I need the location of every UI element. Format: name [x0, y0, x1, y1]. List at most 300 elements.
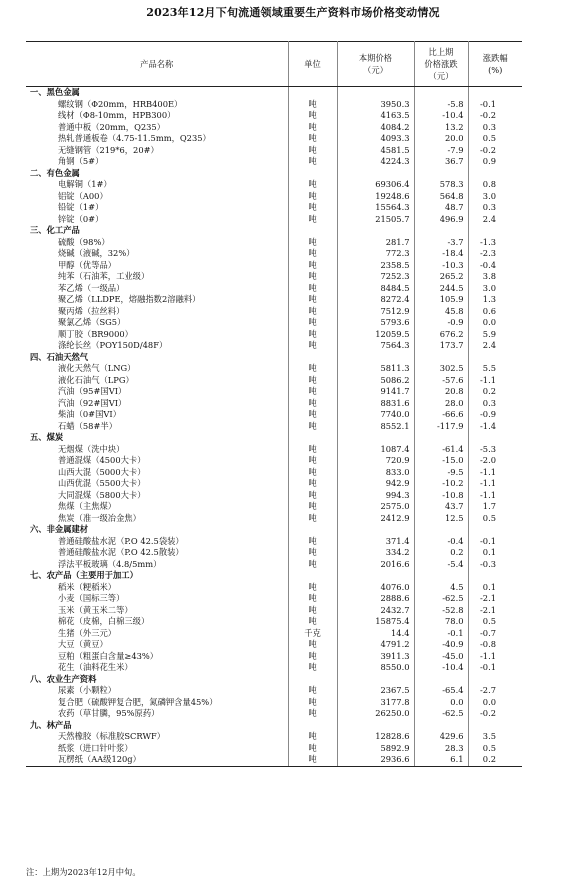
- product-name: 苯乙烯（一级品）: [58, 282, 125, 293]
- product-name: 甲醇（优等品）: [58, 259, 117, 270]
- pct-cell: -0.2: [468, 708, 522, 720]
- price-cell: 334.2: [337, 547, 414, 559]
- section-row: [26, 720, 522, 732]
- price-cell: 4076.0: [337, 582, 414, 594]
- unit-cell: 吨: [288, 214, 337, 226]
- table-row: [26, 421, 522, 433]
- table-row: [26, 271, 522, 283]
- price-cell: 2936.6: [337, 754, 414, 766]
- pct-cell: -0.1: [468, 536, 522, 548]
- change-cell: 564.8: [414, 191, 468, 203]
- price-cell: 4084.2: [337, 122, 414, 134]
- price-cell: 12059.5: [337, 329, 414, 341]
- product-name: 豆粕（粗蛋白含量≥43%）: [58, 650, 159, 661]
- change-cell: 28.0: [414, 398, 468, 410]
- empty-cell: [288, 720, 337, 732]
- pct-cell: -0.3: [468, 559, 522, 571]
- unit-cell: 吨: [288, 145, 337, 157]
- unit-cell: 吨: [288, 340, 337, 352]
- product-name: 普通硅酸盐水泥（P.O 42.5袋装）: [58, 535, 184, 546]
- product-name: 铝锭（A00）: [58, 190, 108, 201]
- product-name: 锌锭（0#）: [58, 213, 104, 224]
- product-name: 尿素（小颗粒）: [58, 685, 117, 696]
- section-title: 五、煤炭: [30, 432, 64, 443]
- header-price: [337, 42, 414, 87]
- unit-cell: 吨: [288, 708, 337, 720]
- pct-cell: -2.1: [468, 593, 522, 605]
- table-header: [26, 42, 522, 87]
- price-cell: 3950.3: [337, 99, 414, 111]
- price-cell: 281.7: [337, 237, 414, 249]
- empty-cell: [337, 674, 414, 686]
- empty-cell: [288, 87, 337, 99]
- price-cell: 8550.0: [337, 662, 414, 674]
- table-row: [26, 191, 522, 203]
- change-cell: 28.3: [414, 743, 468, 755]
- table-row: [26, 536, 522, 548]
- price-cell: 994.3: [337, 490, 414, 502]
- table-row: [26, 179, 522, 191]
- product-name: 普通中板（20mm，Q235）: [58, 121, 166, 132]
- empty-cell: [414, 225, 468, 237]
- empty-cell: [288, 168, 337, 180]
- unit-cell: 吨: [288, 329, 337, 341]
- unit-cell: 吨: [288, 306, 337, 318]
- table-row: [26, 110, 522, 122]
- table-row: [26, 409, 522, 421]
- change-cell: -3.7: [414, 237, 468, 249]
- price-cell: 1087.4: [337, 444, 414, 456]
- empty-cell: [288, 432, 337, 444]
- header-change-line2: 价格涨跌: [424, 59, 458, 69]
- pct-cell: -1.1: [468, 478, 522, 490]
- empty-cell: [468, 720, 522, 732]
- section-row: [26, 432, 522, 444]
- change-cell: 0.2: [414, 547, 468, 559]
- table-row: [26, 513, 522, 525]
- change-cell: 0.0: [414, 697, 468, 709]
- unit-cell: 吨: [288, 271, 337, 283]
- change-cell: -5.8: [414, 99, 468, 111]
- change-cell: -0.9: [414, 317, 468, 329]
- section-title: 二、有色金属: [30, 167, 80, 178]
- table-row: [26, 122, 522, 134]
- pct-cell: 1.7: [468, 501, 522, 513]
- product-name: 角钢（5#）: [58, 156, 104, 167]
- section-row: [26, 168, 522, 180]
- pct-cell: 0.2: [468, 754, 522, 766]
- product-name: 焦煤（主焦煤）: [58, 501, 117, 512]
- empty-cell: [414, 168, 468, 180]
- change-cell: -15.0: [414, 455, 468, 467]
- pct-cell: -0.2: [468, 145, 522, 157]
- table-row: [26, 386, 522, 398]
- price-cell: 371.4: [337, 536, 414, 548]
- table-row: [26, 743, 522, 755]
- pct-cell: 5.5: [468, 363, 522, 375]
- pct-cell: 3.0: [468, 283, 522, 295]
- unit-cell: 吨: [288, 421, 337, 433]
- empty-cell: [468, 524, 522, 536]
- table-row: [26, 731, 522, 743]
- pct-cell: 3.5: [468, 731, 522, 743]
- unit-cell: 吨: [288, 283, 337, 295]
- pct-cell: 0.3: [468, 202, 522, 214]
- product-name: 汽油（95#国VI）: [58, 386, 127, 397]
- product-name: 大豆（黄豆）: [58, 639, 108, 650]
- empty-cell: [337, 87, 414, 99]
- table-row: [26, 754, 522, 766]
- price-cell: 2432.7: [337, 605, 414, 617]
- table-body: [26, 87, 522, 767]
- pct-cell: -0.4: [468, 260, 522, 272]
- unit-cell: 吨: [288, 501, 337, 513]
- header-change-line3: （元）: [428, 71, 454, 81]
- table-row: [26, 628, 522, 640]
- price-cell: 8484.5: [337, 283, 414, 295]
- empty-cell: [468, 432, 522, 444]
- price-cell: 21505.7: [337, 214, 414, 226]
- table-row: [26, 145, 522, 157]
- table-row: [26, 559, 522, 571]
- table-row: [26, 490, 522, 502]
- pct-cell: 0.3: [468, 122, 522, 134]
- section-title: 六、非金属建材: [30, 524, 89, 535]
- table-row: [26, 685, 522, 697]
- unit-cell: 吨: [288, 743, 337, 755]
- change-cell: -10.4: [414, 662, 468, 674]
- product-name: 棉花（皮棉，白棉三级）: [58, 616, 150, 627]
- table-row: [26, 340, 522, 352]
- table-row: [26, 639, 522, 651]
- pct-cell: -1.3: [468, 237, 522, 249]
- product-name: 复合肥（硫酸钾复合肥，氮磷钾含量45%）: [58, 696, 218, 707]
- product-name: 农药（草甘膦，95%原药）: [58, 708, 160, 719]
- pct-cell: -0.9: [468, 409, 522, 421]
- header-price-line2: （元）: [363, 65, 388, 75]
- product-name: 聚氯乙烯（SG5）: [58, 317, 126, 328]
- empty-cell: [288, 352, 337, 364]
- price-cell: 3911.3: [337, 651, 414, 663]
- product-name: 石蜡（58#半）: [58, 420, 117, 431]
- price-cell: 2358.5: [337, 260, 414, 272]
- pct-cell: 5.9: [468, 329, 522, 341]
- unit-cell: 吨: [288, 467, 337, 479]
- empty-cell: [468, 570, 522, 582]
- pct-cell: -2.3: [468, 248, 522, 260]
- change-cell: 578.3: [414, 179, 468, 191]
- price-cell: 7740.0: [337, 409, 414, 421]
- change-cell: 20.0: [414, 133, 468, 145]
- change-cell: 302.5: [414, 363, 468, 375]
- unit-cell: 吨: [288, 513, 337, 525]
- price-cell: 19248.6: [337, 191, 414, 203]
- price-cell: 5811.3: [337, 363, 414, 375]
- pct-cell: 3.8: [468, 271, 522, 283]
- unit-cell: 吨: [288, 593, 337, 605]
- table-row: [26, 651, 522, 663]
- price-cell: 2888.6: [337, 593, 414, 605]
- product-name: 聚乙烯（LLDPE，熔融指数2溶融料）: [58, 294, 201, 305]
- unit-cell: 吨: [288, 110, 337, 122]
- section-row: [26, 225, 522, 237]
- table-row: [26, 375, 522, 387]
- product-name: 小麦（国标三等）: [58, 593, 125, 604]
- pct-cell: -5.3: [468, 444, 522, 456]
- table-row: [26, 478, 522, 490]
- product-name: 无缝钢管（219*6，20#）: [58, 144, 159, 155]
- product-name: 柴油（0#国VI）: [58, 409, 121, 420]
- unit-cell: 吨: [288, 547, 337, 559]
- table-row: [26, 202, 522, 214]
- pct-cell: -0.2: [468, 110, 522, 122]
- pct-cell: 0.2: [468, 386, 522, 398]
- unit-cell: 吨: [288, 731, 337, 743]
- price-cell: 15564.3: [337, 202, 414, 214]
- price-cell: 720.9: [337, 455, 414, 467]
- header-unit: 单位: [288, 42, 337, 87]
- unit-cell: 吨: [288, 639, 337, 651]
- pct-cell: 3.0: [468, 191, 522, 203]
- pct-cell: -2.7: [468, 685, 522, 697]
- price-cell: 4224.3: [337, 156, 414, 168]
- pct-cell: 0.6: [468, 306, 522, 318]
- change-cell: -52.8: [414, 605, 468, 617]
- price-cell: 833.0: [337, 467, 414, 479]
- unit-cell: 吨: [288, 156, 337, 168]
- price-cell: 5086.2: [337, 375, 414, 387]
- change-cell: 36.7: [414, 156, 468, 168]
- product-name: 烧碱（液碱，32%）: [58, 248, 135, 259]
- unit-cell: 吨: [288, 248, 337, 260]
- unit-cell: 吨: [288, 294, 337, 306]
- section-row: [26, 87, 522, 99]
- unit-cell: 千克: [288, 628, 337, 640]
- pct-cell: -0.7: [468, 628, 522, 640]
- unit-cell: 吨: [288, 455, 337, 467]
- pct-cell: 0.8: [468, 179, 522, 191]
- table-row: [26, 248, 522, 260]
- unit-cell: 吨: [288, 363, 337, 375]
- table-row: [26, 99, 522, 111]
- pct-cell: 0.5: [468, 513, 522, 525]
- unit-cell: 吨: [288, 386, 337, 398]
- table-row: [26, 306, 522, 318]
- table-row: [26, 283, 522, 295]
- change-cell: 13.2: [414, 122, 468, 134]
- empty-cell: [414, 432, 468, 444]
- unit-cell: 吨: [288, 191, 337, 203]
- change-cell: -65.4: [414, 685, 468, 697]
- price-cell: 14.4: [337, 628, 414, 640]
- empty-cell: [288, 570, 337, 582]
- table-row: [26, 156, 522, 168]
- change-cell: -40.9: [414, 639, 468, 651]
- unit-cell: 吨: [288, 754, 337, 766]
- change-cell: -10.4: [414, 110, 468, 122]
- table-row: [26, 329, 522, 341]
- page-title: 2023年12月下旬流通领域重要生产资料市场价格变动情况: [146, 6, 440, 19]
- price-cell: 2367.5: [337, 685, 414, 697]
- pct-cell: 0.9: [468, 156, 522, 168]
- unit-cell: 吨: [288, 99, 337, 111]
- section-row: [26, 352, 522, 364]
- change-cell: 244.5: [414, 283, 468, 295]
- change-cell: 78.0: [414, 616, 468, 628]
- unit-cell: 吨: [288, 409, 337, 421]
- change-cell: -0.1: [414, 628, 468, 640]
- price-cell: 9141.7: [337, 386, 414, 398]
- price-cell: 7564.3: [337, 340, 414, 352]
- table-row: [26, 133, 522, 145]
- table-row: [26, 616, 522, 628]
- table-row: [26, 605, 522, 617]
- change-cell: 265.2: [414, 271, 468, 283]
- change-cell: 676.2: [414, 329, 468, 341]
- change-cell: -61.4: [414, 444, 468, 456]
- change-cell: -62.5: [414, 593, 468, 605]
- empty-cell: [414, 674, 468, 686]
- empty-cell: [337, 225, 414, 237]
- product-name: 山西优混（5500大卡）: [58, 478, 146, 489]
- product-name: 电解铜（1#）: [58, 179, 112, 190]
- change-cell: -10.8: [414, 490, 468, 502]
- product-name: 铅锭（1#）: [58, 202, 104, 213]
- section-title: 九、林产品: [30, 719, 72, 730]
- change-cell: 12.5: [414, 513, 468, 525]
- price-cell: 3177.8: [337, 697, 414, 709]
- table-row: [26, 708, 522, 720]
- price-cell: 69306.4: [337, 179, 414, 191]
- price-cell: 7252.3: [337, 271, 414, 283]
- empty-cell: [468, 225, 522, 237]
- price-cell: 2016.6: [337, 559, 414, 571]
- change-cell: -18.4: [414, 248, 468, 260]
- change-cell: -66.6: [414, 409, 468, 421]
- empty-cell: [337, 720, 414, 732]
- pct-cell: -0.1: [468, 99, 522, 111]
- price-cell: 8272.4: [337, 294, 414, 306]
- price-cell: 942.9: [337, 478, 414, 490]
- product-name: 线材（Φ8-10mm，HPB300）: [58, 110, 176, 121]
- product-name: 纯苯（石油苯，工业级）: [58, 271, 150, 282]
- product-name: 硫酸（98%）: [58, 236, 110, 247]
- product-name: 涤纶长丝（POY150D/48F）: [58, 340, 168, 351]
- price-cell: 8831.6: [337, 398, 414, 410]
- unit-cell: 吨: [288, 478, 337, 490]
- header-pct: [468, 42, 522, 87]
- table-row: [26, 317, 522, 329]
- change-cell: 4.5: [414, 582, 468, 594]
- product-name: 天然橡胶（标准胶SCRWF）: [58, 731, 166, 742]
- pct-cell: 0.5: [468, 133, 522, 145]
- product-name: 山西大混（5000大卡）: [58, 466, 146, 477]
- pct-cell: 1.3: [468, 294, 522, 306]
- unit-cell: 吨: [288, 133, 337, 145]
- empty-cell: [337, 352, 414, 364]
- table-row: [26, 237, 522, 249]
- product-name: 焦炭（准一级冶金焦）: [58, 512, 141, 523]
- table-row: [26, 294, 522, 306]
- change-cell: 496.9: [414, 214, 468, 226]
- pct-cell: 2.4: [468, 340, 522, 352]
- unit-cell: 吨: [288, 697, 337, 709]
- product-name: 汽油（92#国VI）: [58, 397, 127, 408]
- product-name: 无烟煤（洗中块）: [58, 443, 125, 454]
- unit-cell: 吨: [288, 122, 337, 134]
- product-name: 瓦楞纸（AA级120g）: [26, 754, 288, 766]
- price-cell: 4581.5: [337, 145, 414, 157]
- product-name: 液化石油气（LPG）: [58, 374, 134, 385]
- unit-cell: 吨: [288, 616, 337, 628]
- header-pct-line1: 涨跌幅: [482, 53, 508, 63]
- header-price-line1: 本期价格: [358, 53, 393, 63]
- unit-cell: 吨: [288, 685, 337, 697]
- table-row: [26, 260, 522, 272]
- section-row: [26, 570, 522, 582]
- product-name: 普通混煤（4500大卡）: [58, 455, 146, 466]
- product-name: 浮法平板玻璃（4.8/5mm）: [58, 558, 162, 569]
- pct-cell: -0.1: [468, 662, 522, 674]
- table-row: [26, 363, 522, 375]
- change-cell: -5.4: [414, 559, 468, 571]
- product-name: 稻米（粳稻米）: [58, 581, 117, 592]
- empty-cell: [288, 225, 337, 237]
- change-cell: -10.3: [414, 260, 468, 272]
- table-row: [26, 582, 522, 594]
- price-cell: 15875.4: [337, 616, 414, 628]
- price-cell: 2412.9: [337, 513, 414, 525]
- change-cell: 6.1: [414, 754, 468, 766]
- product-name: 大同混煤（5800大卡）: [58, 489, 146, 500]
- empty-cell: [414, 352, 468, 364]
- change-cell: -57.6: [414, 375, 468, 387]
- pct-cell: 0.0: [468, 317, 522, 329]
- change-cell: 173.7: [414, 340, 468, 352]
- price-cell: 4163.5: [337, 110, 414, 122]
- price-cell: 4093.3: [337, 133, 414, 145]
- change-cell: -9.5: [414, 467, 468, 479]
- change-cell: -117.9: [414, 421, 468, 433]
- section-title: 一、黑色金属: [30, 87, 80, 98]
- empty-cell: [337, 432, 414, 444]
- unit-cell: 吨: [288, 179, 337, 191]
- change-cell: -62.5: [414, 708, 468, 720]
- unit-cell: 吨: [288, 375, 337, 387]
- pct-cell: -1.1: [468, 467, 522, 479]
- empty-cell: [468, 352, 522, 364]
- table-row: [26, 444, 522, 456]
- product-name: 热轧普通板卷（4.75-11.5mm，Q235）: [58, 133, 211, 144]
- product-name: 螺纹钢（Φ20mm，HRB400E）: [58, 98, 183, 109]
- unit-cell: 吨: [288, 662, 337, 674]
- pct-cell: -1.1: [468, 651, 522, 663]
- empty-cell: [337, 524, 414, 536]
- section-row: [26, 674, 522, 686]
- price-cell: 4791.2: [337, 639, 414, 651]
- pct-cell: 2.4: [468, 214, 522, 226]
- empty-cell: [468, 674, 522, 686]
- pct-cell: 0.5: [468, 616, 522, 628]
- change-cell: 45.8: [414, 306, 468, 318]
- product-name: 液化天然气（LNG）: [58, 363, 136, 374]
- table-row: [26, 662, 522, 674]
- pct-cell: -1.1: [468, 375, 522, 387]
- price-cell: 2575.0: [337, 501, 414, 513]
- unit-cell: 吨: [288, 559, 337, 571]
- change-cell: 429.6: [414, 731, 468, 743]
- pct-cell: -1.4: [468, 421, 522, 433]
